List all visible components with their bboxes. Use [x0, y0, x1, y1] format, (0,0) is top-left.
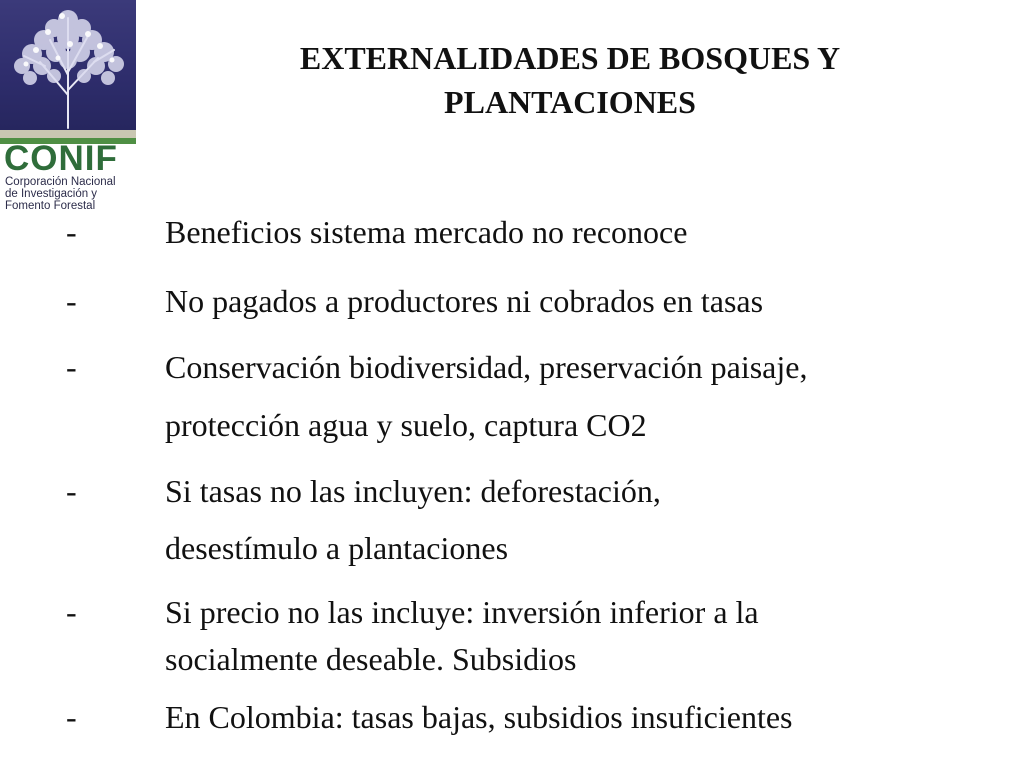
bullet-marker: -: [66, 699, 77, 735]
bullet-marker: -: [66, 473, 77, 509]
bullet-marker: -: [66, 283, 77, 319]
bullet-text: Beneficios sistema mercado no reconoce: [165, 214, 688, 250]
bullet-text: Conservación biodiversidad, preservación paisaje,: [165, 349, 808, 385]
logo-subtitle-line: Fomento Forestal: [5, 200, 96, 212]
bullet-text-continuation: socialmente deseable. Subsidios: [165, 641, 577, 677]
bullet-text-continuation: desestímulo a plantaciones: [165, 530, 509, 566]
bullet-text-continuation: protección agua y suelo, captura CO2: [165, 407, 647, 443]
bullet-text: No pagados a productores ni cobrados en tasas: [165, 283, 764, 319]
bullet-text: En Colombia: tasas bajas, subsidios insuficientes: [165, 699, 793, 735]
bullet-marker: -: [66, 349, 77, 385]
bullet-text: Si precio no las incluye: inversión inferior a la: [165, 594, 759, 630]
bullet-text: Si tasas no las incluyen: deforestación,: [165, 473, 661, 509]
logo-subtitle-line: de Investigación y: [5, 188, 98, 200]
logo-subtitle-line: Corporación Nacional: [5, 176, 116, 188]
bullet-marker: -: [66, 214, 77, 250]
bullet-marker: -: [66, 594, 77, 630]
logo-name: CONIF: [4, 139, 118, 178]
slide-title-line: EXTERNALIDADES DE BOSQUES Y: [299, 40, 841, 76]
slide-title-line: PLANTACIONES: [444, 84, 696, 120]
